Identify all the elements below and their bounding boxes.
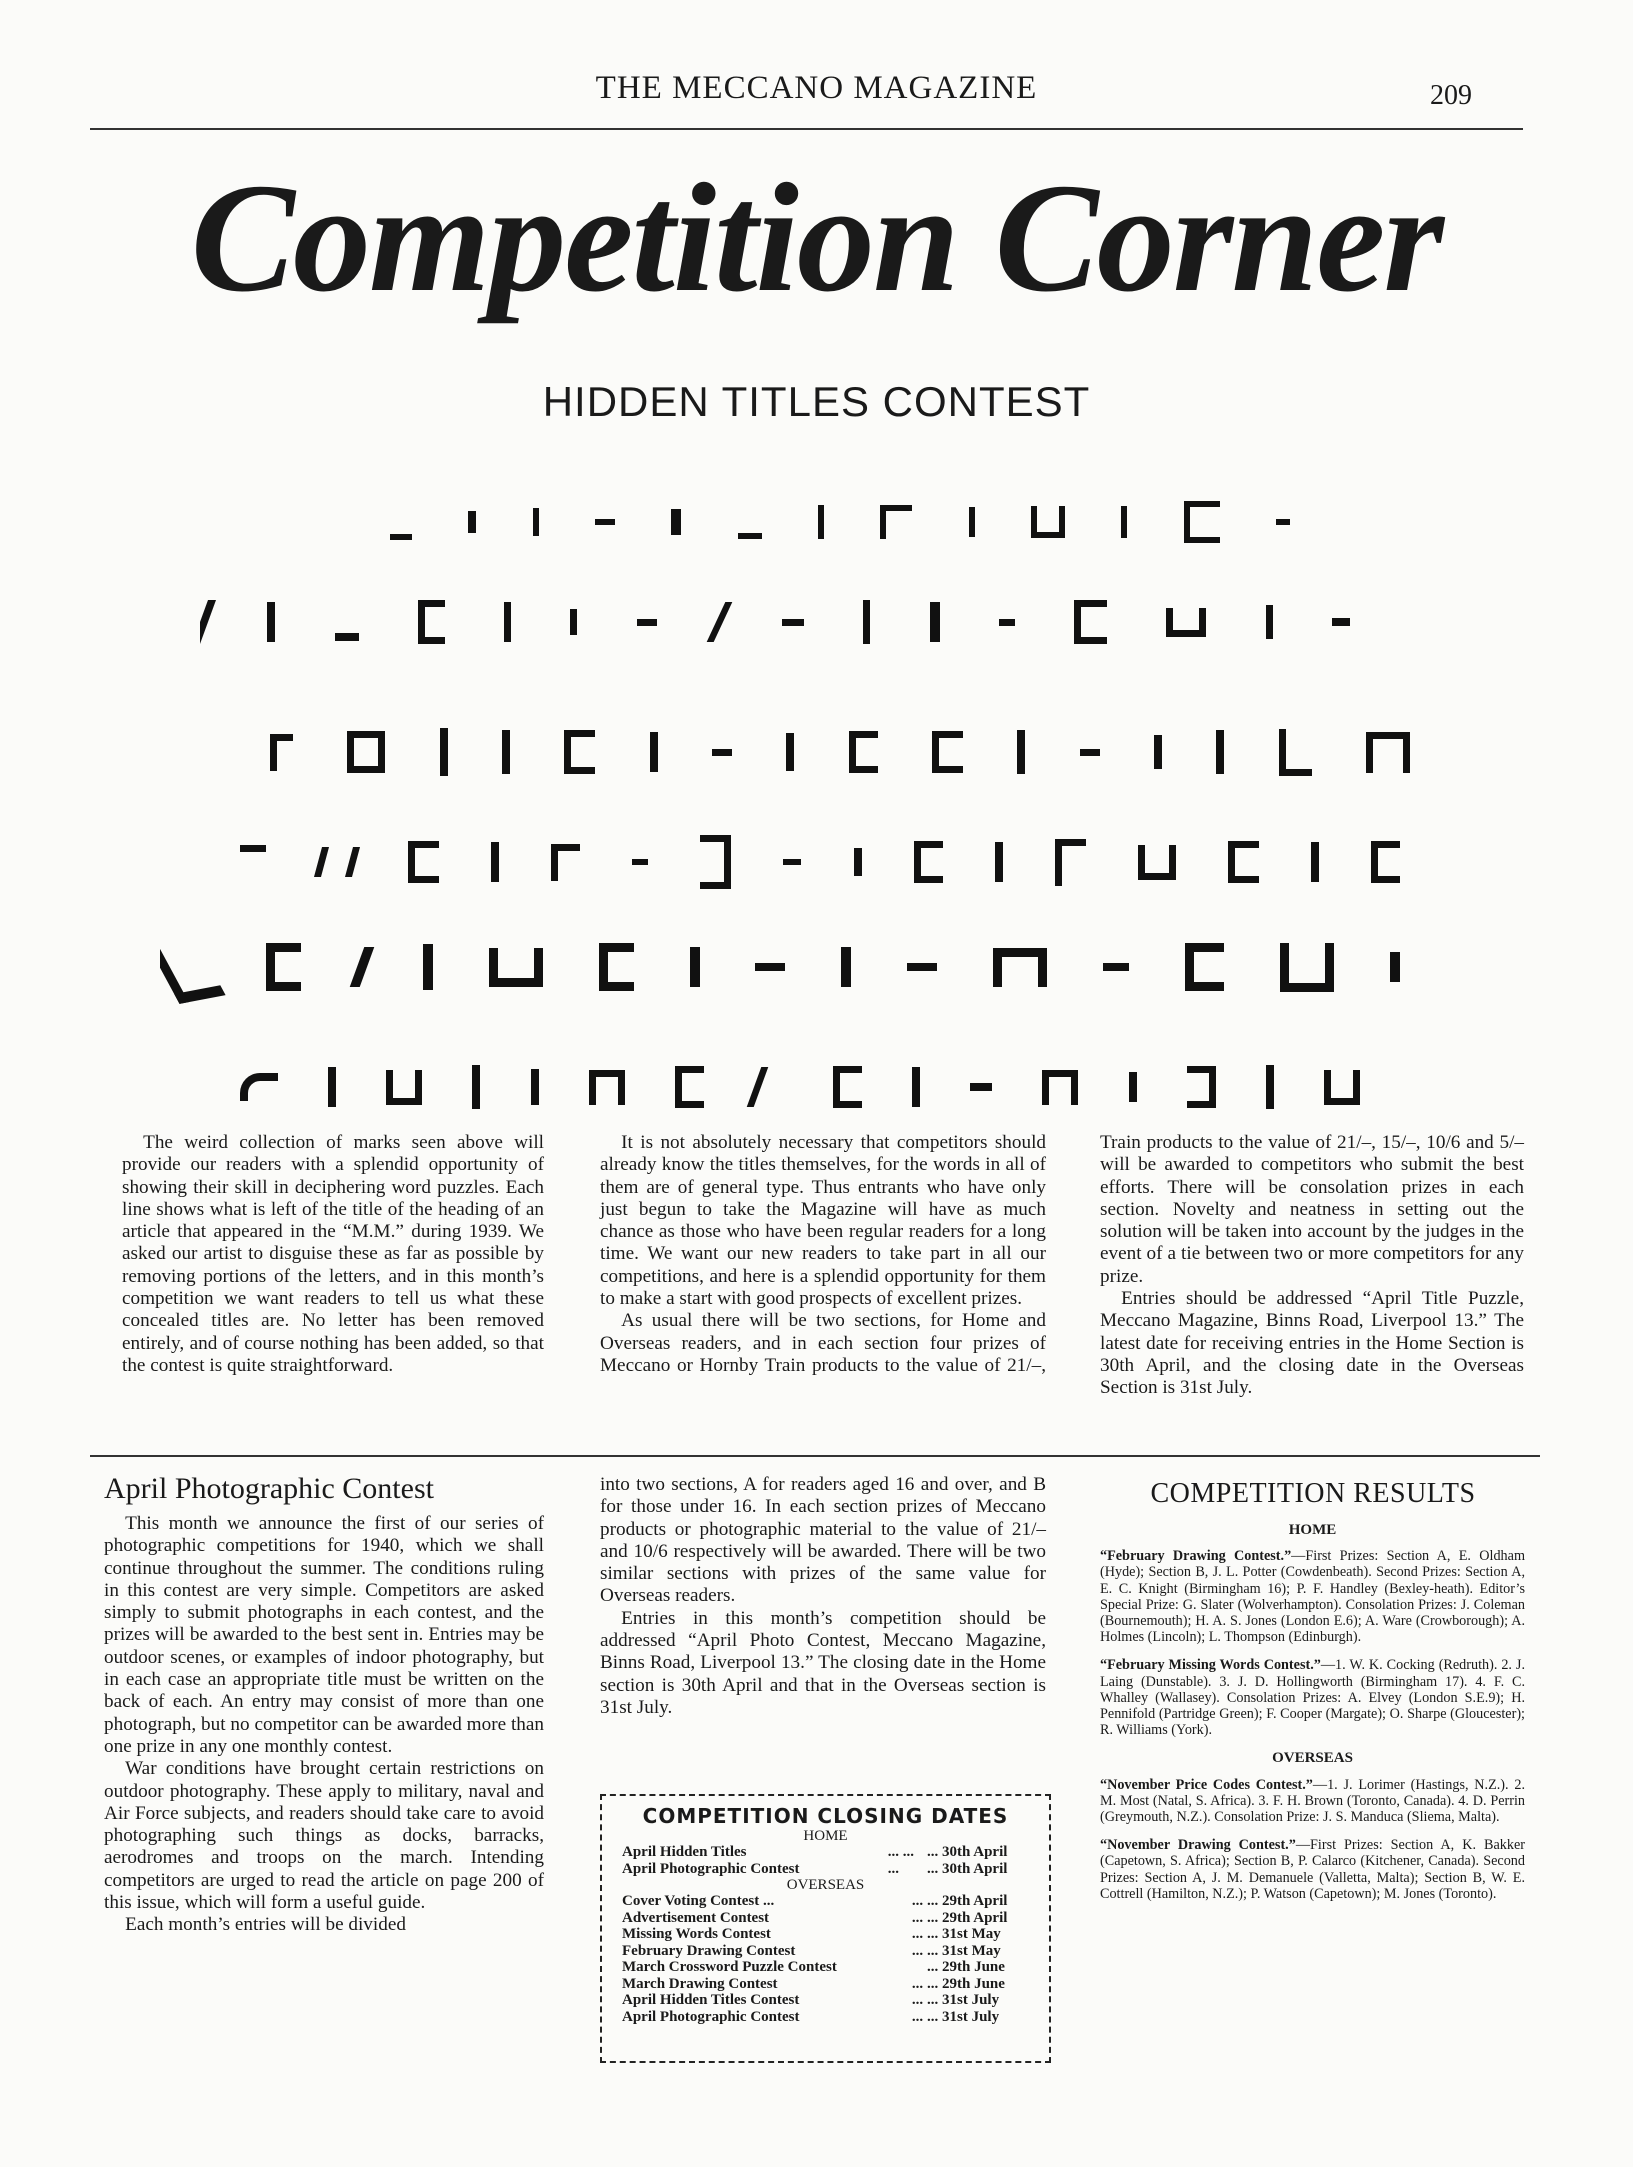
puzzle-line [390, 480, 1290, 564]
photo-paragraph: Each month’s entries will be divided [125, 1914, 406, 1936]
photo-contest-column [104, 1472, 544, 1937]
closing-row: April Photographic Contest ... ... 30th April [622, 1860, 1008, 1877]
intro-paragraph: Entries should be addressed “April Title Puzzle, Meccano Magazine, Binns Road, Liverpool 13.” The latest date for receiving entries in the Home Section is 30th April, and the closing date in the Overseas Section is 31st July. [1100, 1288, 1524, 1399]
result-entry: “February Missing Words Contest.”—1. W. K. Cocking (Redruth). 2. J. Laing (Dunstable). 3. J. D. Hollingworth (Birmingham 17). 4. F. C. Whalley (Wallasey). Consolation Prizes: A. Elvey (London S.E.9); H. Pennifold (Partridge Green); F. Cooper (Margate); O. Sharpe (Gloucester); R. Williams (York). [1100, 1657, 1525, 1739]
result-entry: “November Price Codes Contest.”—1. J. Lorimer (Hastings, N.Z.). 2. M. Most (Natal, S. Africa). 3. F. H. Brown (Toronto, Canada). 4. D. Perrin (Greymouth, N.Z.). Consolation Prize: J. S. Manduca (Sliema, Malta). [1100, 1776, 1525, 1826]
closing-row: Advertisement Contest ... ... 29th April [622, 1909, 1008, 1926]
results-home-label: HOME [1288, 1522, 1337, 1538]
results-column [1100, 1522, 1525, 1914]
puzzle-line [160, 925, 1400, 1009]
puzzle-line [240, 820, 1400, 904]
page-number: 209 [1430, 80, 1472, 111]
closing-row: March Drawing Contest ... ... 29th June [622, 1975, 1005, 1992]
puzzle-line [200, 580, 1350, 664]
page-heading: Competition Corner [190, 151, 1443, 324]
intro-column-3 [1100, 1132, 1524, 1400]
header-rule [90, 128, 1523, 130]
results-title: COMPETITION RESULTS [1150, 1478, 1476, 1509]
closing-overseas-label: OVERSEAS [786, 1877, 865, 1893]
closing-row: March Crossword Puzzle Contest ... 29th June [622, 1959, 1005, 1975]
contest-subtitle: HIDDEN TITLES CONTEST [542, 378, 1091, 425]
photo-contest-title: April Photographic Contest [104, 1472, 434, 1505]
intro-paragraph-continued: Train products to the value of 21/–, 15/–, 10/6 and 5/– will be awarded to competitors who submit the best efforts. There will be consolation prizes in each section. Novelty and neatness in setting out the solution will be taken into account by the judges in the event of a tie between two or more competitors for any prize. [1100, 1132, 1524, 1287]
closing-row: April Hidden Titles Contest ... ... 31st July [622, 1992, 1000, 2008]
photo-paragraph: Entries in this month’s competition should be addressed “April Photo Contest, Meccano Magazine, Binns Road, Liverpool 13.” The closing date in the Home section is 30th April and that in the Overseas section is 31st July. [600, 1607, 1046, 1718]
closing-row: Cover Voting Contest ... ... ... 29th April [622, 1893, 1008, 1909]
puzzle-line [270, 710, 1410, 794]
closing-home-label: HOME [803, 1828, 848, 1844]
intro-paragraph: It is not absolutely necessary that competitors should already know the titles themselves, for the words in all of them are of general type. Thus entrants who have only just begun to take the Magazine will have as much chance as those who have been regular readers for a long time. We want our new readers to take part in all our competitions, and here is a splendid opportunity for them to make a start with good prospects of excellent prizes. [600, 1132, 1046, 1310]
photo-contest-column-2 [600, 1474, 1046, 1719]
closing-dates-title: COMPETITION CLOSING DATES [642, 1804, 1009, 1828]
intro-paragraph: As usual there will be two sections, for Home and Overseas readers, and in each section four prizes of Meccano or Hornby Train products to the value of 21/–, [600, 1310, 1046, 1376]
closing-overseas-table [622, 1893, 1032, 2025]
magazine-title: THE MECCANO MAGAZINE [595, 70, 1038, 106]
intro-paragraph: The weird collection of marks seen above will provide our readers with a splendid opportunity of showing their skill in deciphering word puzzles. Each line shows what is left of the title of the heading of an article that appeared in the “M.M.” during 1939. We asked our artist to disguise these as far as possible by removing portions of the letters, and in this month’s competition we want readers to tell us what these concealed titles are. No letter has been removed entirely, and of course nothing has been added, so that the contest is quite straightforward. [122, 1132, 544, 1376]
results-overseas-label: OVERSEAS [1272, 1750, 1353, 1767]
puzzle-line [240, 1045, 1360, 1129]
intro-column-2 [600, 1132, 1046, 1376]
closing-row: April Photographic Contest ... ... 31st July [622, 2008, 1000, 2025]
closing-row: February Drawing Contest ... ... 31st May [622, 1942, 1001, 1959]
photo-paragraph-continued: into two sections, A for readers aged 16 and over, and B for those under 16. In each section prizes of Meccano products or photographic material to the value of 21/– and 10/6 respectively will be awarded. There will be two similar sections with prizes of the same value for Overseas readers. [600, 1474, 1046, 1607]
intro-column-1 [122, 1132, 544, 1377]
result-entry: “November Drawing Contest.”—First Prizes: Section A, K. Bakker (Capetown, S. Africa); Section B, P. Calarco (Kitchener, Canada). Second Prizes: Section A, J. M. Demanuele (Valletta, Malta); Section B, W. E. Cottrell (Hamilton, N.Z.); P. Watson (Capetown); M. Jones (Toronto). [1100, 1837, 1525, 1902]
photo-paragraph: War conditions have brought certain restrictions on outdoor photography. These apply to military, naval and Air Force subjects, and readers should take care to avoid photographing such things as docks, barracks, aerodromes and troops on the march. Intending competitors are urged to read the article on page 200 of this issue, which will form a useful guide. [104, 1758, 544, 1914]
photo-paragraph: This month we announce the first of our series of photographic competitions for 1940, which we shall continue throughout the summer. The conditions ruling in this contest are very simple. Competitors are asked simply to submit photographs in each contest, and the prizes will be awarded to the best sent in. Entries may be outdoor scenes, or examples of indoor photography, but in each case an appropriate title must be written on the back of each. An entry may consist of more than one photograph, but no competitor can be awarded more than one prize in any one monthly contest. [104, 1513, 544, 1757]
closing-home-table [622, 1844, 1032, 1877]
result-entry: “February Drawing Contest.”—First Prizes: Section A, E. Oldham (Hyde); Section B, J. L. Potter (Cowdenbeath). Second Prizes: Section A, E. C. Knight (Birmingham 16); P. F. Handley (Bexley-heath). Editor’s Special Prize: G. Slater (Wolverhampton). Consolation Prizes: J. Coleman (Bournemouth); H. A. S. Jones (London E.6); A. Ware (Crowborough); A. Holmes (Lincoln); L. Thompson (Edinburgh). [1100, 1548, 1525, 1646]
closing-row: April Hidden Titles ... ... ... 30th April [622, 1844, 1008, 1860]
section-divider [90, 1455, 1540, 1457]
closing-dates-box [600, 1794, 1051, 2063]
closing-row: Missing Words Contest ... ... 31st May [622, 1926, 1001, 1942]
